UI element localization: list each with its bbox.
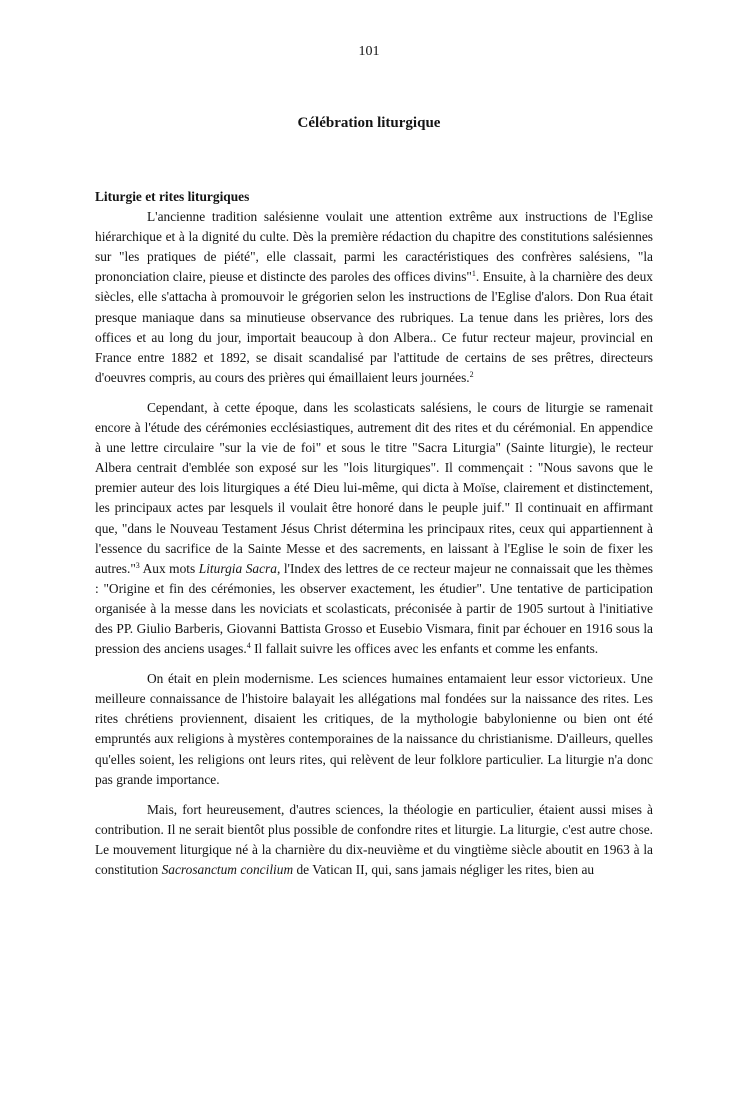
paragraph-text: de Vatican II, qui, sans jamais négliger les rites, bien au	[293, 862, 595, 877]
chapter-title: Célébration liturgique	[297, 115, 441, 131]
paragraph-text: Cependant, à cette époque, dans les scolasticats salésiens, le cours de liturgie se ramenait encore à l'étude des cérémonies ecclésiastiques, autrement dit des rites et du cérémonial. En appendice à une lettre circulaire "sur la vie de foi" et sous le titre "Sacra Liturgia" (Sainte liturgie), le recteur Albera centrait d'emblée son exposé sur les "lois liturgiques". Il commençait : "Nous savons que le premier auteur des lois liturgiques a été Dieu lui-même, qui dicta à Moïse, clairement et distinctement, les principaux actes par lesquels il voulait être honoré dans le peuple juif." Il continuait en affirmant que, "dans le Nouveau Testament Jésus Christ détermina les principaux rites, ceux qui appartiennent à l'essence du sacrifice de la Sainte Messe et des sacrements, en laissant à l'Eglise le soin de fixer les autres."	[95, 399, 653, 576]
paragraph-1	[95, 207, 653, 388]
paragraph-text: Aux mots	[139, 560, 199, 576]
paragraph-text: Mais, fort heureusement, d'autres sciences, la théologie en particulier, étaient aussi mises à contribution. Il ne serait bientôt plus possible de confondre rites et liturgie. La liturgie, c'est autre chose. Le mouvement liturgique né à la charnière du dix-neuvième et du vingtième siècle aboutit en 1963 à la constitution	[95, 801, 653, 877]
page-number: 101	[358, 44, 380, 59]
body-text	[95, 187, 653, 890]
footnote-ref: 3	[135, 560, 140, 570]
paragraph-text: L'ancienne tradition salésienne voulait une attention extrême aux instructions de l'Eglise hiérarchique et à la dignité du culte. Dès la première rédaction du chapitre des constitutions salésiennes sur "les pratiques de piété", elle classait, parmi les caractéristiques des confrères salésiens, "la prononciation claire, pieuse et distincte des paroles des offices divins"	[95, 209, 653, 285]
footnote-ref: 4	[246, 641, 251, 651]
paragraph-2	[95, 398, 653, 659]
footnote-ref: 2	[469, 369, 474, 379]
section-heading: Liturgie et rites liturgiques	[95, 189, 250, 204]
footnote-ref: 1	[471, 269, 476, 279]
italic-title: Sacrosanctum concilium	[161, 862, 294, 877]
paragraph-text: , l'Index des lettres de ce recteur majeur ne connaissait que les thèmes : "Origine et fin des cérémonies, les observer exactement, les étudier". Une tentative de participation organisée à la messe dans les noviciats et scolasticats, préconisée à partir de 1905 surtout à l'initiative des PP. Giulio Barberis, Giovanni Battista Grosso et Eusebio Vismara, finit par échouer en 1916 sous la pression des anciens usages.	[95, 560, 653, 657]
paragraph-text: Il fallait suivre les offices avec les enfants et comme les enfants.	[250, 641, 599, 657]
paragraph-text: . Ensuite, à la charnière des deux siècles, elle s'attacha à promouvoir le grégorien selon les instructions de l'Eglise d'alors. Don Rua était presque maniaque dans sa minutieuse observance des rubriques. La tenue dans les prières, lors des offices et au long du jour, importait beaucoup à don Albera.. Ce futur recteur majeur, provincial en France entre 1882 et 1892, se disait scandalisé par l'attitude de certains de ses prêtres, directeurs d'oeuvres compris, au cours des prières qui émaillaient leurs journées.	[95, 269, 653, 385]
paragraph-4	[95, 800, 653, 880]
italic-title: Liturgia Sacra	[198, 560, 277, 576]
paragraph-3: On était en plein modernisme. Les sciences humaines entamaient leur essor victorieux. Une meilleure connaissance de l'histoire balayait les allégations mal fondées sur la naissance des rites. Les rites chrétiens proviennent, disaient les critiques, de la mythologie babylonienne ou bien ont été empruntés aux religions à mystères contemporaines de la naissance du christianisme. D'ailleurs, quelles qu'elles soient, les religions ont leurs rites, qui relèvent de leur folklore particulier. La liturgie n'a donc pas grande importance.	[95, 671, 653, 787]
